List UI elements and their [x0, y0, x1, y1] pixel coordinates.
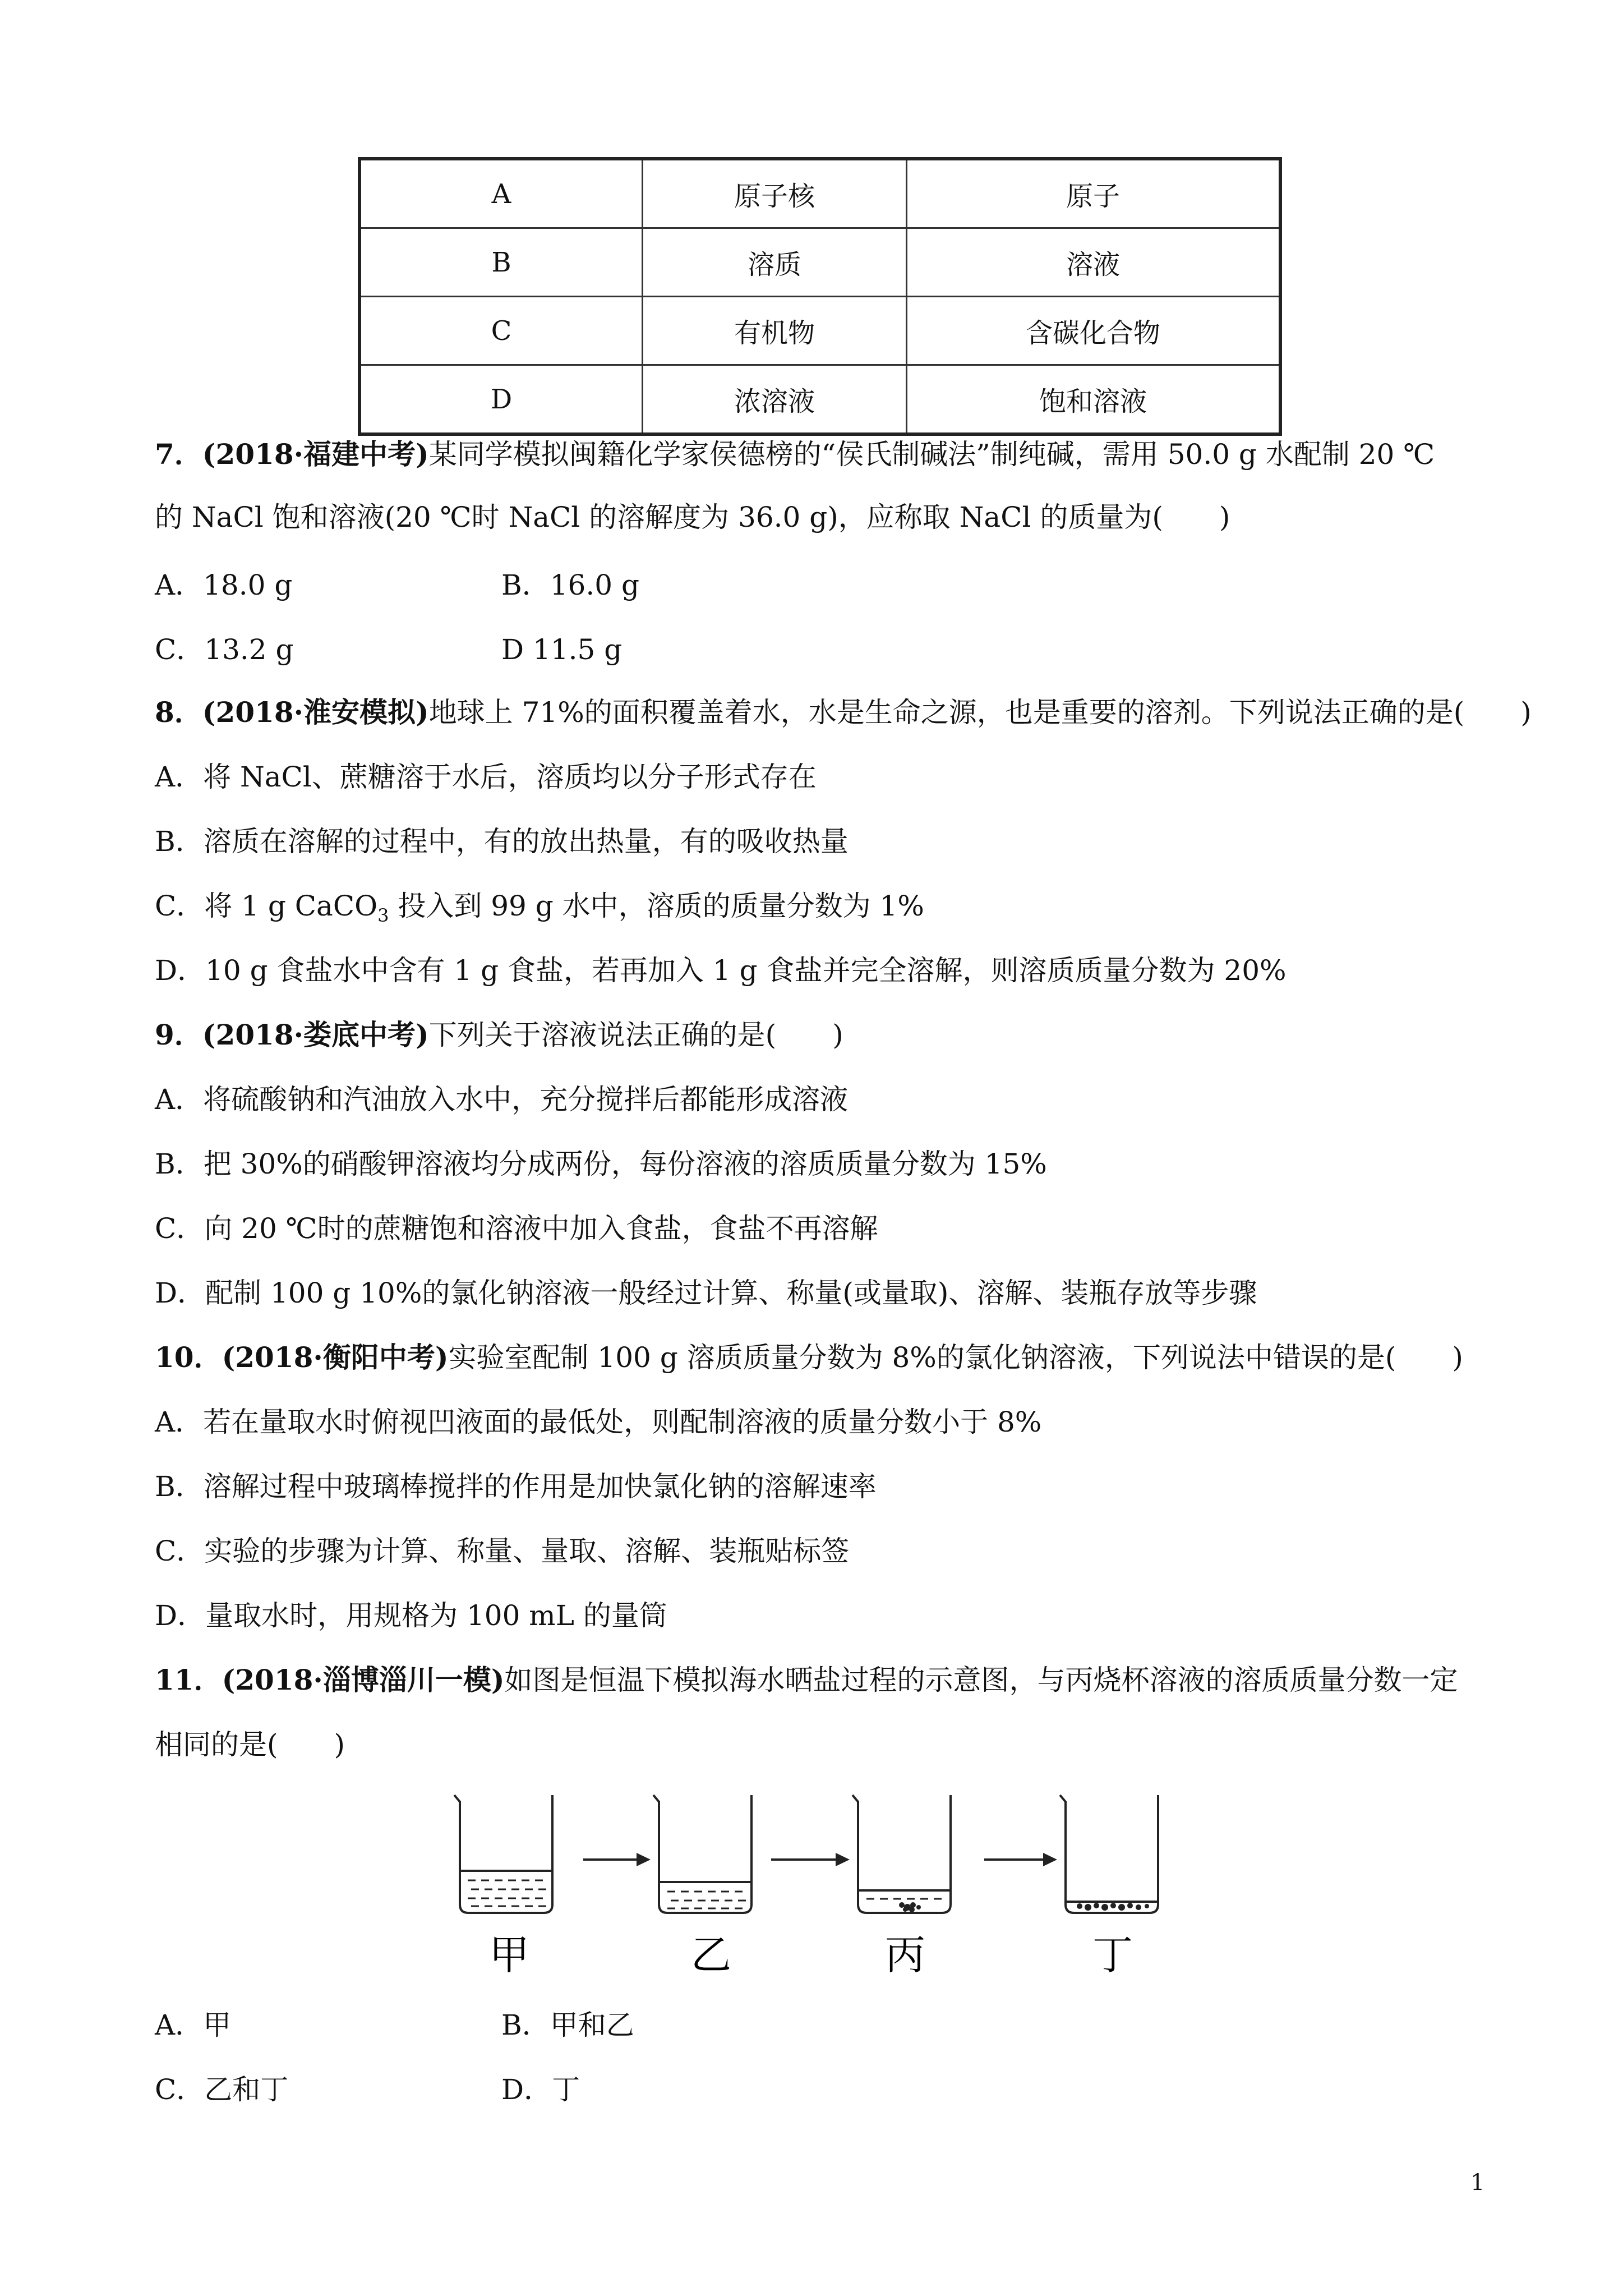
- q8-source: (2018·淮安模拟): [202, 696, 429, 729]
- q11-option-c: C．乙和丁: [155, 2073, 289, 2106]
- table-row: [359, 365, 1280, 435]
- q10-stem: [155, 1341, 1463, 1374]
- q10-option-c: C．实验的步骤为计算、称量、量取、溶解、装瓶贴标签: [155, 1535, 850, 1567]
- q9-option-d: D．配制 100 g 10%的氯化钠溶液一般经过计算、称量(或量取)、溶解、装瓶存放等步骤: [155, 1277, 1257, 1309]
- table-cell: 原子: [907, 159, 1281, 228]
- q8-option-d: D．10 g 食盐水中含有 1 g 食盐，若再加入 1 g 食盐并完全溶解，则溶质质量分数为 20%: [155, 954, 1287, 987]
- q8-stem-text: 地球上 71%的面积覆盖着水，水是生命之源，也是重要的溶剂。下列说法正确的是( ): [428, 696, 1532, 729]
- crystals-bing: [899, 1902, 921, 1912]
- q7-option-b: B．16.0 g: [501, 569, 639, 601]
- q9-stem: [155, 1018, 843, 1052]
- q9-option-c: C．向 20 ℃时的蔗糖饱和溶液中加入食盐，食盐不再溶解: [155, 1212, 878, 1245]
- table-cell: 原子核: [643, 159, 907, 228]
- q7-option-d: D 11.5 g: [501, 633, 623, 666]
- q8-stem: [155, 696, 1532, 729]
- q7-option-a: A．18.0 g: [155, 569, 293, 601]
- q7-option-c: C．13.2 g: [155, 633, 294, 666]
- q8-option-c-post: 投入到 99 g 水中，溶质的质量分数为 1%: [389, 890, 924, 922]
- q8-option-c: [155, 889, 924, 932]
- q11-stem-line1: [155, 1663, 1458, 1697]
- q10-number: 10．: [155, 1341, 222, 1374]
- q9-option-b: B．把 30%的硝酸钾溶液均分成两份，每份溶液的溶质质量分数为 15%: [155, 1148, 1047, 1180]
- q11-stem-text: 如图是恒温下模拟海水晒盐过程的示意图，与丙烧杯溶液的溶质质量分数一定: [504, 1664, 1458, 1696]
- q11-option-d: D．丁: [501, 2073, 580, 2106]
- q10-option-d: D．量取水时，用规格为 100 mL 的量筒: [155, 1599, 667, 1632]
- q8-option-c-pre: C．将 1 g CaCO: [155, 890, 378, 922]
- page-number: 1: [1470, 2170, 1485, 2196]
- beaker-yi: [653, 1795, 751, 1913]
- q10-option-b: B．溶解过程中玻璃棒搅拌的作用是加快氯化钠的溶解速率: [155, 1470, 877, 1503]
- table-cell: 浓溶液: [643, 365, 907, 435]
- table-cell: 溶液: [907, 228, 1281, 297]
- q9-source: (2018·娄底中考): [202, 1018, 429, 1051]
- q8-option-a: A．将 NaCl、蔗糖溶于水后，溶质均以分子形式存在: [155, 761, 817, 793]
- beaker-label-ding: 丁: [1092, 1931, 1133, 1978]
- q9-stem-text: 下列关于溶液说法正确的是( ): [428, 1019, 843, 1051]
- q11-option-a: A．甲: [155, 2009, 232, 2041]
- q11-option-b: B．甲和乙: [501, 2009, 634, 2041]
- q8-number: 8．: [155, 696, 202, 729]
- beaker-label-jia: 甲: [489, 1931, 530, 1978]
- q7-number: 7．: [155, 438, 202, 471]
- beaker-label-bing: 丙: [885, 1931, 926, 1978]
- beaker-jia: [454, 1795, 552, 1913]
- q7-stem-line2: 的 NaCl 饱和溶液(20 ℃时 NaCl 的溶解度为 36.0 g)，应称取 NaCl 的质量为( ): [155, 501, 1230, 533]
- beaker-label-yi: 乙: [691, 1931, 732, 1978]
- beaker-bing: [852, 1795, 951, 1913]
- crystals-ding: [1077, 1903, 1149, 1911]
- table-row: [359, 297, 1280, 365]
- q9-option-a: A．将硫酸钠和汽油放入水中，充分搅拌后都能形成溶液: [155, 1083, 849, 1116]
- q11-source: (2018·淄博淄川一模): [222, 1663, 505, 1696]
- q11-number: 11．: [155, 1663, 222, 1696]
- table-cell: 饱和溶液: [907, 365, 1281, 435]
- q10-stem-text: 实验室配制 100 g 溶质质量分数为 8%的氯化钠溶液，下列说法中错误的是( ): [448, 1341, 1463, 1374]
- q7-stem-text: 某同学模拟闽籍化学家侯德榜的“侯氏制碱法”制纯碱，需用 50.0 g 水配制 20 ℃: [428, 438, 1435, 471]
- q8-option-b: B．溶质在溶解的过程中，有的放出热量，有的吸收热量: [155, 825, 849, 858]
- table-row: [359, 228, 1280, 297]
- table-cell: 含碳化合物: [907, 297, 1281, 365]
- beaker-ding: [1060, 1795, 1158, 1913]
- comparison-table: [358, 157, 1282, 436]
- table-cell: 溶质: [643, 228, 907, 297]
- q7-stem-line1: [155, 438, 1435, 471]
- q8-option-c-sub: 3: [377, 905, 389, 926]
- table-cell: D: [359, 365, 643, 435]
- beaker-figure: [449, 1789, 1200, 2036]
- q10-option-a: A．若在量取水时俯视凹液面的最低处，则配制溶液的质量分数小于 8%: [155, 1406, 1042, 1438]
- arrow-3: [984, 1853, 1057, 1866]
- table-cell: A: [359, 159, 643, 228]
- q9-number: 9．: [155, 1018, 202, 1051]
- arrow-1: [583, 1853, 651, 1866]
- q7-source: (2018·福建中考): [202, 438, 429, 471]
- table-cell: 有机物: [643, 297, 907, 365]
- q10-source: (2018·衡阳中考): [222, 1341, 449, 1374]
- table-cell: C: [359, 297, 643, 365]
- q11-stem-line2: 相同的是( ): [155, 1728, 345, 1761]
- table-row: [359, 159, 1280, 228]
- arrow-2: [771, 1853, 850, 1866]
- table-cell: B: [359, 228, 643, 297]
